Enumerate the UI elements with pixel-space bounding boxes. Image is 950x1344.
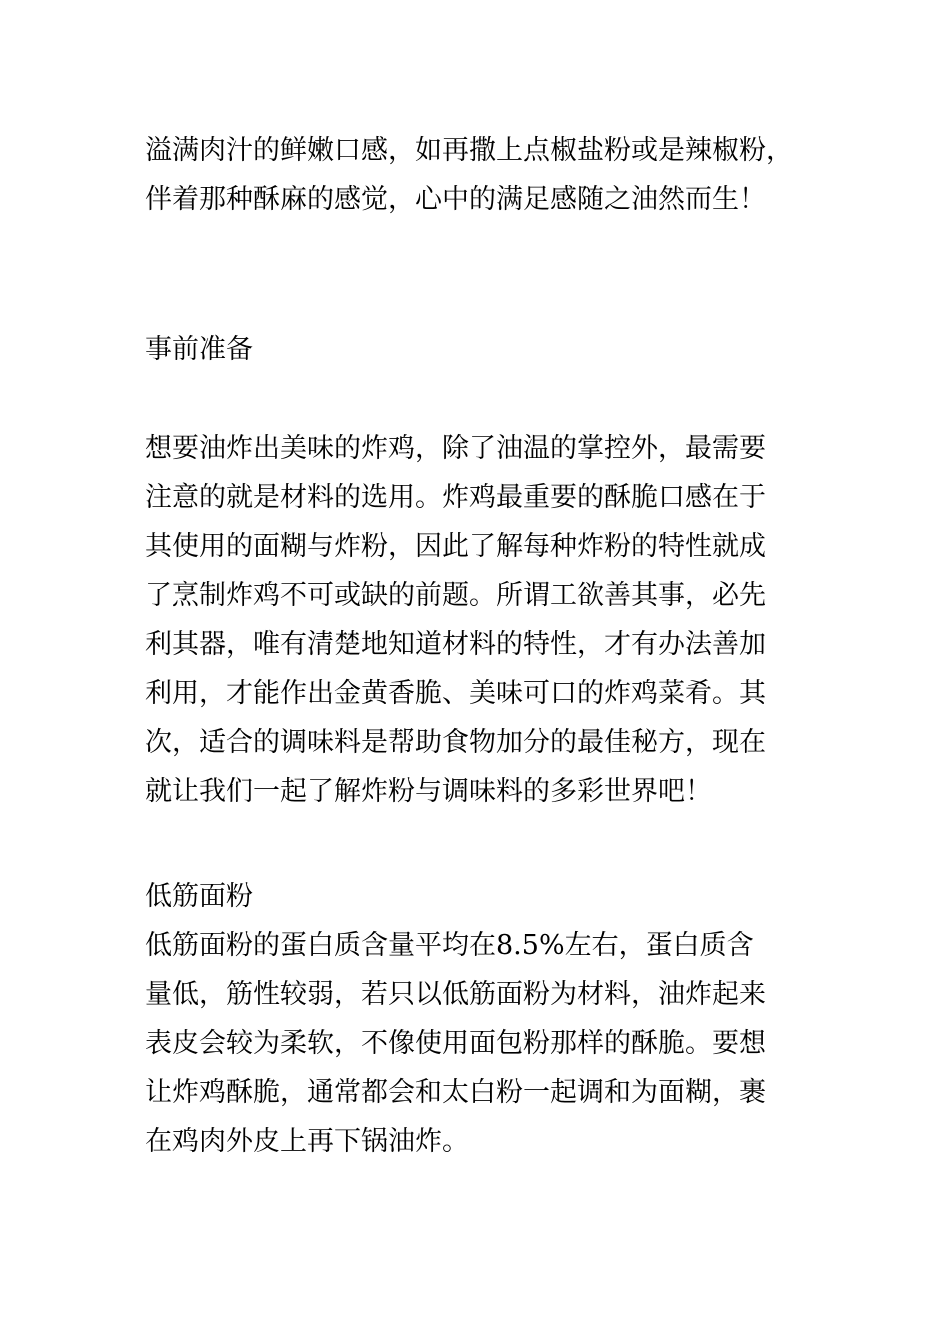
- text-line: 利用，才能作出金黄香脆、美味可口的炸鸡菜肴。其: [145, 678, 766, 709]
- heading-text: 低筋面粉: [145, 881, 253, 912]
- text-line: 溢满肉汁的鲜嫩口感，如再撒上点椒盐粉或是辣椒粉，: [145, 135, 793, 166]
- text-line: 想要油炸出美味的炸鸡，除了油温的掌控外，最需要: [145, 433, 766, 464]
- section-heading-low-gluten-flour: [145, 872, 825, 921]
- intro-paragraph: [145, 126, 825, 224]
- text-line: 了烹制炸鸡不可或缺的前题。所谓工欲善其事，必先: [145, 580, 766, 611]
- text-line: 让炸鸡酥脆，通常都会和太白粉一起调和为面糊，裹: [145, 1077, 766, 1108]
- text-line: 表皮会较为柔软，不像使用面包粉那样的酥脆。要想: [145, 1028, 766, 1059]
- text-line: 注意的就是材料的选用。炸鸡最重要的酥脆口感在于: [145, 482, 766, 513]
- text-line: 利其器，唯有清楚地知道材料的特性，才有办法善加: [145, 629, 766, 660]
- text-line: 次，适合的调味料是帮助食物加分的最佳秘方，现在: [145, 727, 766, 758]
- text-line: 低筋面粉的蛋白质含量平均在8.5%左右，蛋白质含: [145, 930, 754, 961]
- preparation-paragraph: [145, 424, 825, 816]
- section-heading-preparation: [145, 325, 825, 374]
- text-line: 在鸡肉外皮上再下锅油炸。: [145, 1126, 469, 1157]
- text-line: 其使用的面糊与炸粉，因此了解每种炸粉的特性就成: [145, 531, 766, 562]
- heading-text: 事前准备: [145, 334, 253, 365]
- text-line: 伴着那种酥麻的感觉，心中的满足感随之油然而生！: [145, 184, 766, 215]
- text-line: 量低，筋性较弱，若只以低筋面粉为材料，油炸起来: [145, 979, 766, 1010]
- low-gluten-flour-paragraph: [145, 921, 825, 1166]
- text-line: 就让我们一起了解炸粉与调味料的多彩世界吧！: [145, 776, 712, 807]
